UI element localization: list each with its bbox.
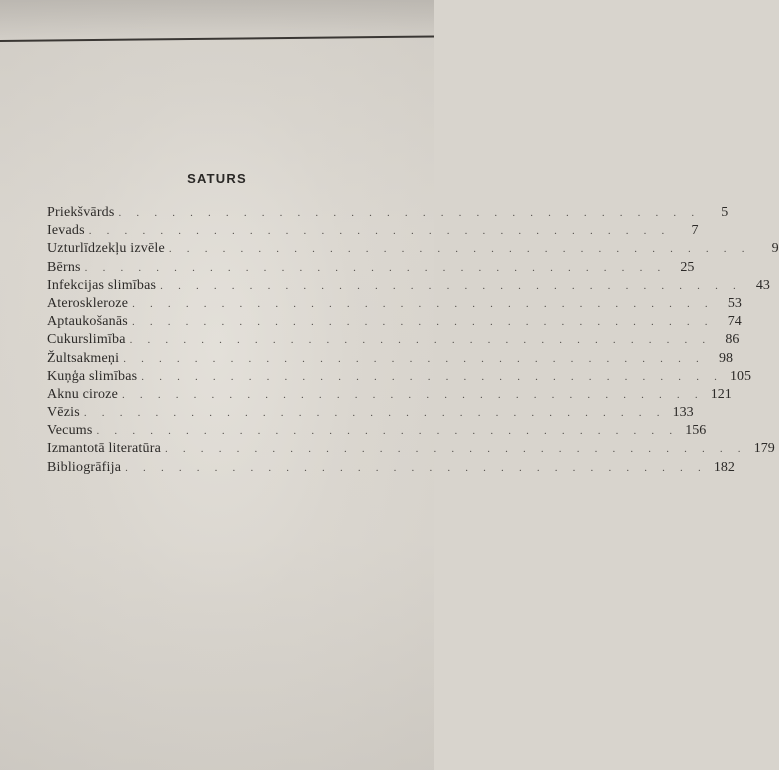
toc-entry (47, 386, 732, 404)
toc-leader-dots: . . . . . . . . . . . . . . . . . . . . . . . . . . . . . . . . . (129, 334, 712, 347)
toc-leader-dots: . . . . . . . . . . . . . . . . . . . . . . . . . . . . . . . . . (88, 225, 671, 238)
toc-entry-label: Ievads (47, 223, 85, 239)
contents-title: SATURS (187, 171, 247, 186)
toc-leader-dots: . . . . . . . . . . . . . . . . . . . . . . . . . . . . . . . . . (83, 407, 666, 420)
toc-entry-label: Ateroskleroze (47, 295, 129, 311)
toc-entry-label: Vēzis (47, 405, 80, 421)
toc-entry-label: Kuņģa slimības (47, 368, 138, 384)
toc-entry-label: Bibliogrāfija (47, 459, 122, 475)
table-of-contents (47, 204, 779, 477)
toc-entry-page: 86 (725, 332, 740, 348)
toc-entry-page: 98 (718, 350, 733, 366)
toc-entry (47, 295, 742, 313)
toc-entry-page: 7 (691, 223, 699, 239)
top-rule (0, 36, 434, 44)
toc-entry-label: Vecums (47, 423, 93, 439)
toc-leader-dots: . . . . . . . . . . . . . . . . . . . . . . . . . . . . . . . . . (122, 388, 704, 401)
toc-entry-page: 25 (680, 259, 695, 275)
toc-entry-page: 74 (727, 314, 742, 330)
toc-entry-page: 156 (685, 423, 707, 439)
toc-entry-page: 182 (713, 459, 735, 475)
toc-entry-label: Uzturlīdzekļu izvēle (47, 241, 165, 257)
toc-entry-page: 133 (672, 405, 694, 421)
toc-entry-label: Priekšvārds (47, 205, 115, 220)
toc-leader-dots: . . . . . . . . . . . . . . . . . . . . . . . . . . . . . . . . . (168, 243, 751, 256)
toc-entry-label: Infekcijas slimības (47, 277, 157, 293)
toc-leader-dots: . . . . . . . . . . . . . . . . . . . . . . . . . . . . . . . . . (160, 279, 742, 292)
toc-entry-page: 9 (771, 241, 779, 257)
toc-leader-dots: . . . . . . . . . . . . . . . . . . . . . . . . . . . . . . . . . (118, 207, 701, 219)
toc-entry-page: 43 (755, 277, 770, 293)
toc-entry-page: 105 (730, 368, 752, 384)
toc-entry-page: 179 (753, 441, 775, 457)
toc-entry (47, 204, 729, 222)
toc-entry-label: Cukurslimība (47, 332, 126, 348)
toc-entry-label: Bērns (47, 259, 81, 275)
toc-leader-dots: . . . . . . . . . . . . . . . . . . . . . . . . . . . . . . . . . (123, 352, 705, 365)
toc-leader-dots: . . . . . . . . . . . . . . . . . . . . . . . . . . . . . . . . . (165, 443, 747, 456)
toc-entry-page: 5 (721, 205, 729, 220)
toc-entry-label: Izmantotā literatūra (47, 441, 161, 457)
toc-entry (47, 422, 707, 440)
toc-entry (47, 350, 733, 368)
toc-leader-dots: . . . . . . . . . . . . . . . . . . . . . . . . . . . . . . . . . (141, 370, 724, 383)
toc-leader-dots: . . . . . . . . . . . . . . . . . . . . . . . . . . . . . . . . . (96, 425, 679, 438)
toc-entry (47, 259, 695, 277)
toc-leader-dots: . . . . . . . . . . . . . . . . . . . . . . . . . . . . . . . . . (132, 297, 714, 310)
toc-leader-dots: . . . . . . . . . . . . . . . . . . . . . . . . . . . . . . . . . (131, 316, 714, 329)
toc-entry (47, 331, 740, 349)
page-top-shadow (0, 0, 434, 40)
toc-entry (47, 313, 742, 331)
toc-leader-dots: . . . . . . . . . . . . . . . . . . . . . . . . . . . . . . . . . (84, 261, 667, 274)
toc-entry (47, 240, 779, 258)
toc-entry-label: Aknu ciroze (47, 386, 119, 402)
toc-entry (47, 277, 770, 295)
toc-entry (47, 368, 752, 386)
toc-entry-label: Aptaukošanās (47, 314, 128, 330)
toc-entry (47, 404, 694, 422)
toc-entry (47, 222, 699, 240)
toc-entry (47, 459, 735, 477)
toc-entry (47, 440, 775, 458)
toc-entry-page: 53 (727, 295, 742, 311)
toc-leader-dots: . . . . . . . . . . . . . . . . . . . . . . . . . . . . . . . . . (125, 461, 707, 474)
toc-entry-label: Žultsakmeņi (47, 350, 120, 366)
toc-entry-page: 121 (710, 386, 732, 402)
